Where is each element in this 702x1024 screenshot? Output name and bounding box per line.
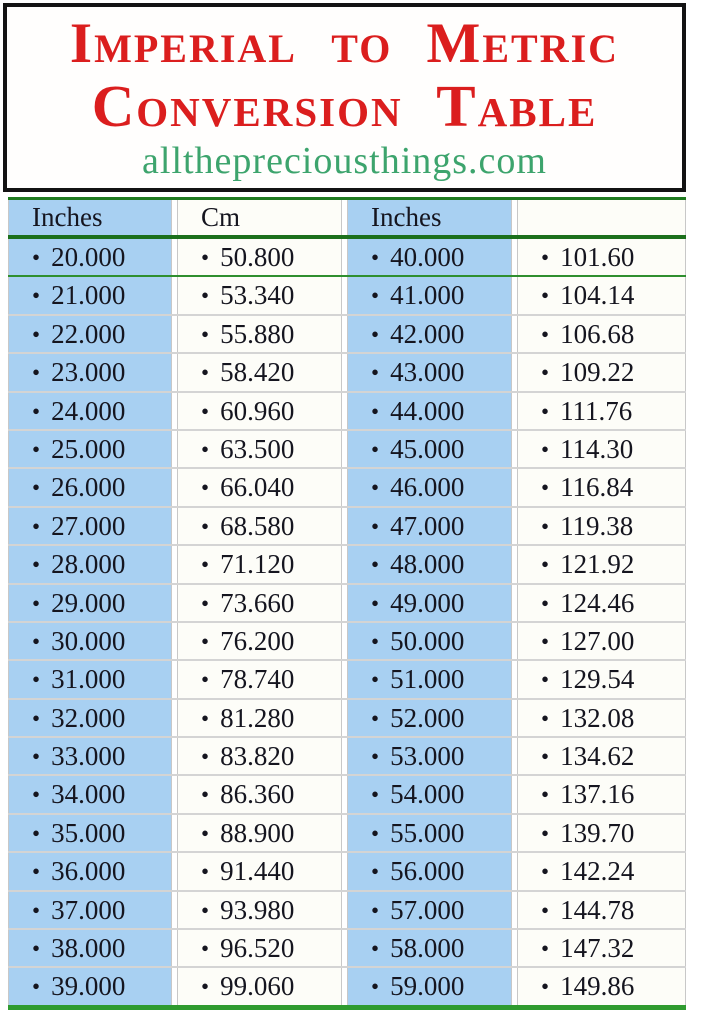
bullet-icon: •	[201, 475, 210, 501]
cm-left-value: 83.820	[220, 741, 295, 772]
cell-inches-right	[347, 393, 512, 429]
bullet-icon: •	[371, 398, 380, 424]
bullet-icon: •	[201, 705, 210, 731]
bullet-icon: •	[541, 245, 550, 270]
inches-right-value: 45.000	[390, 433, 465, 464]
cell-cm-left	[177, 968, 342, 1004]
table-row	[8, 851, 686, 889]
cell-inches-left	[8, 738, 172, 774]
bullet-icon: •	[371, 936, 380, 962]
cell-cm-right	[517, 930, 686, 966]
bullet-icon: •	[541, 552, 550, 578]
bullet-icon: •	[201, 552, 210, 578]
cell-inches-left	[8, 776, 172, 812]
cm-right-value: 139.70	[560, 817, 635, 848]
inches-left-value: 22.000	[51, 318, 126, 349]
table-row	[8, 544, 686, 582]
cm-right-value: 111.76	[560, 395, 633, 426]
inches-left-value: 38.000	[51, 933, 126, 964]
bullet-icon: •	[371, 705, 380, 731]
bullet-icon: •	[32, 590, 41, 616]
cell-cm-left	[177, 393, 342, 429]
cell-inches-right	[347, 546, 512, 582]
inches-left-value: 23.000	[51, 357, 126, 388]
bullet-icon: •	[201, 820, 210, 846]
cell-inches-right	[347, 930, 512, 966]
cm-right-value: 142.24	[560, 856, 635, 887]
bullet-icon: •	[201, 936, 210, 962]
page-title-line2: Conversion Table	[91, 73, 598, 139]
cell-cm-right	[517, 853, 686, 889]
cm-left-value: 58.420	[220, 357, 295, 388]
cell-inches-right	[347, 508, 512, 544]
bullet-icon: •	[371, 552, 380, 578]
header-box	[3, 3, 686, 192]
bullet-icon: •	[541, 936, 550, 962]
bullet-icon: •	[201, 667, 210, 693]
inches-left-value: 27.000	[51, 510, 126, 541]
cm-right-value: 104.14	[560, 280, 635, 311]
bullet-icon: •	[201, 513, 210, 539]
table-row	[8, 813, 686, 851]
cell-inches-left	[8, 277, 172, 313]
cell-inches-left	[8, 815, 172, 851]
cm-right-value: 116.84	[560, 472, 634, 503]
table-header-row	[8, 200, 686, 239]
inches-left-value: 26.000	[51, 472, 126, 503]
cell-cm-left	[177, 239, 342, 275]
bullet-icon: •	[32, 552, 41, 578]
cell-cm-right	[517, 239, 686, 275]
cm-left-value: 71.120	[220, 549, 295, 580]
bullet-icon: •	[541, 974, 550, 1000]
bullet-icon: •	[32, 475, 41, 501]
bullet-icon: •	[371, 590, 380, 616]
cm-right-value: 101.60	[560, 242, 635, 272]
cell-inches-left	[8, 239, 172, 275]
table-row	[8, 621, 686, 659]
table-row	[8, 506, 686, 544]
bullet-icon: •	[201, 321, 210, 347]
cm-left-value: 53.340	[220, 280, 295, 311]
cm-right-value: 149.86	[560, 971, 635, 1002]
bullet-icon: •	[541, 667, 550, 693]
inches-right-value: 44.000	[390, 395, 465, 426]
cell-cm-left	[177, 892, 342, 928]
cell-cm-left	[177, 930, 342, 966]
bullet-icon: •	[32, 820, 41, 846]
inches-right-value: 59.000	[390, 971, 465, 1002]
cell-inches-left	[8, 316, 172, 352]
bullet-icon: •	[541, 360, 550, 386]
header-cm-right	[517, 200, 686, 235]
cell-cm-right	[517, 585, 686, 621]
bullet-icon: •	[371, 475, 380, 501]
inches-left-value: 30.000	[51, 625, 126, 656]
table-body	[8, 239, 686, 1005]
bullet-icon: •	[201, 859, 210, 885]
cell-inches-right	[347, 239, 512, 275]
cm-left-value: 50.800	[220, 242, 295, 272]
inches-right-value: 42.000	[390, 318, 465, 349]
bullet-icon: •	[201, 360, 210, 386]
inches-right-value: 40.000	[390, 242, 465, 272]
bullet-icon: •	[541, 859, 550, 885]
page-title-line1: Imperial to Metric	[69, 12, 620, 75]
inches-left-value: 28.000	[51, 549, 126, 580]
inches-right-value: 58.000	[390, 933, 465, 964]
inches-right-value: 53.000	[390, 741, 465, 772]
bullet-icon: •	[541, 475, 550, 501]
cm-left-value: 60.960	[220, 395, 295, 426]
cm-left-value: 88.900	[220, 817, 295, 848]
bullet-icon: •	[371, 744, 380, 770]
cell-cm-left	[177, 700, 342, 736]
cm-right-value: 127.00	[560, 625, 635, 656]
cell-inches-right	[347, 354, 512, 390]
cell-inches-right	[347, 316, 512, 352]
cell-inches-right	[347, 469, 512, 505]
cell-cm-right	[517, 892, 686, 928]
table-row	[8, 275, 686, 313]
inches-right-value: 46.000	[390, 472, 465, 503]
bullet-icon: •	[32, 667, 41, 693]
table-row	[8, 966, 686, 1004]
bullet-icon: •	[541, 513, 550, 539]
cell-cm-left	[177, 853, 342, 889]
bullet-icon: •	[371, 628, 380, 654]
cell-inches-right	[347, 738, 512, 774]
cell-cm-right	[517, 623, 686, 659]
bullet-icon: •	[541, 705, 550, 731]
inches-left-value: 21.000	[51, 280, 126, 311]
bullet-icon: •	[541, 590, 550, 616]
inches-left-value: 35.000	[51, 817, 126, 848]
cell-cm-right	[517, 393, 686, 429]
cell-cm-left	[177, 469, 342, 505]
cell-inches-left	[8, 469, 172, 505]
cell-inches-right	[347, 585, 512, 621]
cell-inches-right	[347, 968, 512, 1004]
cell-inches-right	[347, 892, 512, 928]
cm-right-value: 106.68	[560, 318, 635, 349]
cm-left-value: 99.060	[220, 971, 295, 1002]
cm-left-value: 93.980	[220, 894, 295, 925]
cell-inches-left	[8, 700, 172, 736]
inches-left-value: 36.000	[51, 856, 126, 887]
table-row	[8, 467, 686, 505]
inches-right-value: 52.000	[390, 702, 465, 733]
bullet-icon: •	[201, 897, 210, 923]
cell-cm-left	[177, 776, 342, 812]
inches-left-value: 20.000	[51, 242, 126, 272]
bullet-icon: •	[201, 590, 210, 616]
header-inches-left: Inches	[8, 200, 172, 235]
bullet-icon: •	[541, 283, 550, 309]
inches-left-value: 32.000	[51, 702, 126, 733]
cell-cm-right	[517, 354, 686, 390]
cell-cm-right	[517, 700, 686, 736]
cell-inches-left	[8, 508, 172, 544]
table-row	[8, 928, 686, 966]
inches-right-value: 54.000	[390, 779, 465, 810]
cm-right-value: 109.22	[560, 357, 635, 388]
cell-inches-right	[347, 776, 512, 812]
cell-cm-right	[517, 738, 686, 774]
bullet-icon: •	[32, 974, 41, 1000]
cm-left-value: 78.740	[220, 664, 295, 695]
cell-cm-left	[177, 546, 342, 582]
cell-cm-right	[517, 469, 686, 505]
cell-cm-left	[177, 508, 342, 544]
cell-inches-left	[8, 853, 172, 889]
cell-cm-left	[177, 354, 342, 390]
inches-left-value: 39.000	[51, 971, 126, 1002]
header-cm-left: Cm	[177, 200, 342, 235]
cm-right-value: 114.30	[560, 433, 634, 464]
cell-cm-right	[517, 661, 686, 697]
cell-cm-left	[177, 738, 342, 774]
bullet-icon: •	[541, 628, 550, 654]
bullet-icon: •	[32, 360, 41, 386]
cell-cm-right	[517, 815, 686, 851]
table-row	[8, 429, 686, 467]
table-row	[8, 352, 686, 390]
bullet-icon: •	[201, 628, 210, 654]
cell-cm-left	[177, 661, 342, 697]
bullet-icon: •	[201, 436, 210, 462]
bullet-icon: •	[371, 859, 380, 885]
cm-left-value: 91.440	[220, 856, 295, 887]
bullet-icon: •	[32, 897, 41, 923]
inches-left-value: 34.000	[51, 779, 126, 810]
bullet-icon: •	[32, 628, 41, 654]
cell-cm-left	[177, 585, 342, 621]
cm-left-value: 63.500	[220, 433, 295, 464]
inches-right-value: 41.000	[390, 280, 465, 311]
cm-left-value: 81.280	[220, 702, 295, 733]
bullet-icon: •	[32, 782, 41, 808]
cm-right-value: 144.78	[560, 894, 635, 925]
table-row	[8, 314, 686, 352]
bullet-icon: •	[32, 436, 41, 462]
table-row	[8, 659, 686, 697]
cm-left-value: 86.360	[220, 779, 295, 810]
conversion-table	[8, 197, 686, 1010]
cm-left-value: 76.200	[220, 625, 295, 656]
bullet-icon: •	[371, 974, 380, 1000]
inches-right-value: 47.000	[390, 510, 465, 541]
cm-right-value: 129.54	[560, 664, 635, 695]
inches-right-value: 57.000	[390, 894, 465, 925]
bullet-icon: •	[32, 321, 41, 347]
cell-inches-left	[8, 930, 172, 966]
bullet-icon: •	[541, 782, 550, 808]
cm-left-value: 55.880	[220, 318, 295, 349]
table-row	[8, 698, 686, 736]
website-text: allthepreciousthings.com	[142, 140, 547, 182]
cell-cm-left	[177, 277, 342, 313]
cell-cm-right	[517, 431, 686, 467]
cell-inches-left	[8, 661, 172, 697]
bullet-icon: •	[32, 705, 41, 731]
inches-right-value: 48.000	[390, 549, 465, 580]
cell-inches-right	[347, 853, 512, 889]
cm-right-value: 134.62	[560, 741, 635, 772]
bullet-icon: •	[32, 744, 41, 770]
cell-inches-left	[8, 431, 172, 467]
cm-right-value: 121.92	[560, 549, 635, 580]
cell-cm-right	[517, 546, 686, 582]
bullet-icon: •	[371, 245, 380, 270]
table-row	[8, 583, 686, 621]
bullet-icon: •	[371, 436, 380, 462]
cell-cm-right	[517, 277, 686, 313]
inches-left-value: 31.000	[51, 664, 126, 695]
inches-right-value: 49.000	[390, 587, 465, 618]
bullet-icon: •	[371, 782, 380, 808]
bullet-icon: •	[201, 744, 210, 770]
inches-right-value: 43.000	[390, 357, 465, 388]
bullet-icon: •	[201, 782, 210, 808]
table-row	[8, 239, 686, 275]
cell-cm-right	[517, 316, 686, 352]
cell-inches-left	[8, 393, 172, 429]
bullet-icon: •	[541, 897, 550, 923]
bullet-icon: •	[541, 744, 550, 770]
inches-right-value: 55.000	[390, 817, 465, 848]
cell-inches-right	[347, 623, 512, 659]
table-row	[8, 890, 686, 928]
bullet-icon: •	[371, 667, 380, 693]
cell-inches-left	[8, 968, 172, 1004]
header-inches-right: Inches	[347, 200, 512, 235]
inches-left-value: 33.000	[51, 741, 126, 772]
bullet-icon: •	[371, 321, 380, 347]
cm-left-value: 96.520	[220, 933, 295, 964]
cell-cm-right	[517, 776, 686, 812]
cm-right-value: 137.16	[560, 779, 635, 810]
table-row	[8, 391, 686, 429]
cell-cm-right	[517, 508, 686, 544]
bullet-icon: •	[371, 897, 380, 923]
inches-right-value: 56.000	[390, 856, 465, 887]
bullet-icon: •	[32, 859, 41, 885]
cell-inches-left	[8, 585, 172, 621]
bullet-icon: •	[371, 513, 380, 539]
bullet-icon: •	[541, 321, 550, 347]
table-row	[8, 736, 686, 774]
cell-inches-left	[8, 354, 172, 390]
bullet-icon: •	[32, 513, 41, 539]
cell-cm-left	[177, 815, 342, 851]
cm-right-value: 119.38	[560, 510, 634, 541]
cell-inches-right	[347, 277, 512, 313]
bullet-icon: •	[201, 398, 210, 424]
cell-inches-right	[347, 700, 512, 736]
cell-inches-left	[8, 546, 172, 582]
bullet-icon: •	[201, 245, 210, 270]
bullet-icon: •	[541, 820, 550, 846]
bullet-icon: •	[541, 436, 550, 462]
bullet-icon: •	[32, 398, 41, 424]
inches-left-value: 24.000	[51, 395, 126, 426]
cell-cm-right	[517, 968, 686, 1004]
cell-cm-left	[177, 431, 342, 467]
bullet-icon: •	[32, 283, 41, 309]
cm-right-value: 132.08	[560, 702, 635, 733]
table-row	[8, 774, 686, 812]
bullet-icon: •	[371, 360, 380, 386]
inches-left-value: 29.000	[51, 587, 126, 618]
bullet-icon: •	[371, 283, 380, 309]
bullet-icon: •	[541, 398, 550, 424]
cell-inches-right	[347, 815, 512, 851]
inches-left-value: 37.000	[51, 894, 126, 925]
cell-inches-left	[8, 892, 172, 928]
cell-inches-left	[8, 623, 172, 659]
bullet-icon: •	[371, 820, 380, 846]
cm-left-value: 68.580	[220, 510, 295, 541]
inches-right-value: 50.000	[390, 625, 465, 656]
cell-inches-right	[347, 431, 512, 467]
bullet-icon: •	[32, 936, 41, 962]
inches-left-value: 25.000	[51, 433, 126, 464]
cm-right-value: 147.32	[560, 933, 635, 964]
cm-right-value: 124.46	[560, 587, 635, 618]
inches-right-value: 51.000	[390, 664, 465, 695]
cell-cm-left	[177, 623, 342, 659]
cell-inches-right	[347, 661, 512, 697]
cell-cm-left	[177, 316, 342, 352]
bullet-icon: •	[201, 283, 210, 309]
cm-left-value: 73.660	[220, 587, 295, 618]
cm-left-value: 66.040	[220, 472, 295, 503]
bullet-icon: •	[201, 974, 210, 1000]
bullet-icon: •	[32, 245, 41, 270]
